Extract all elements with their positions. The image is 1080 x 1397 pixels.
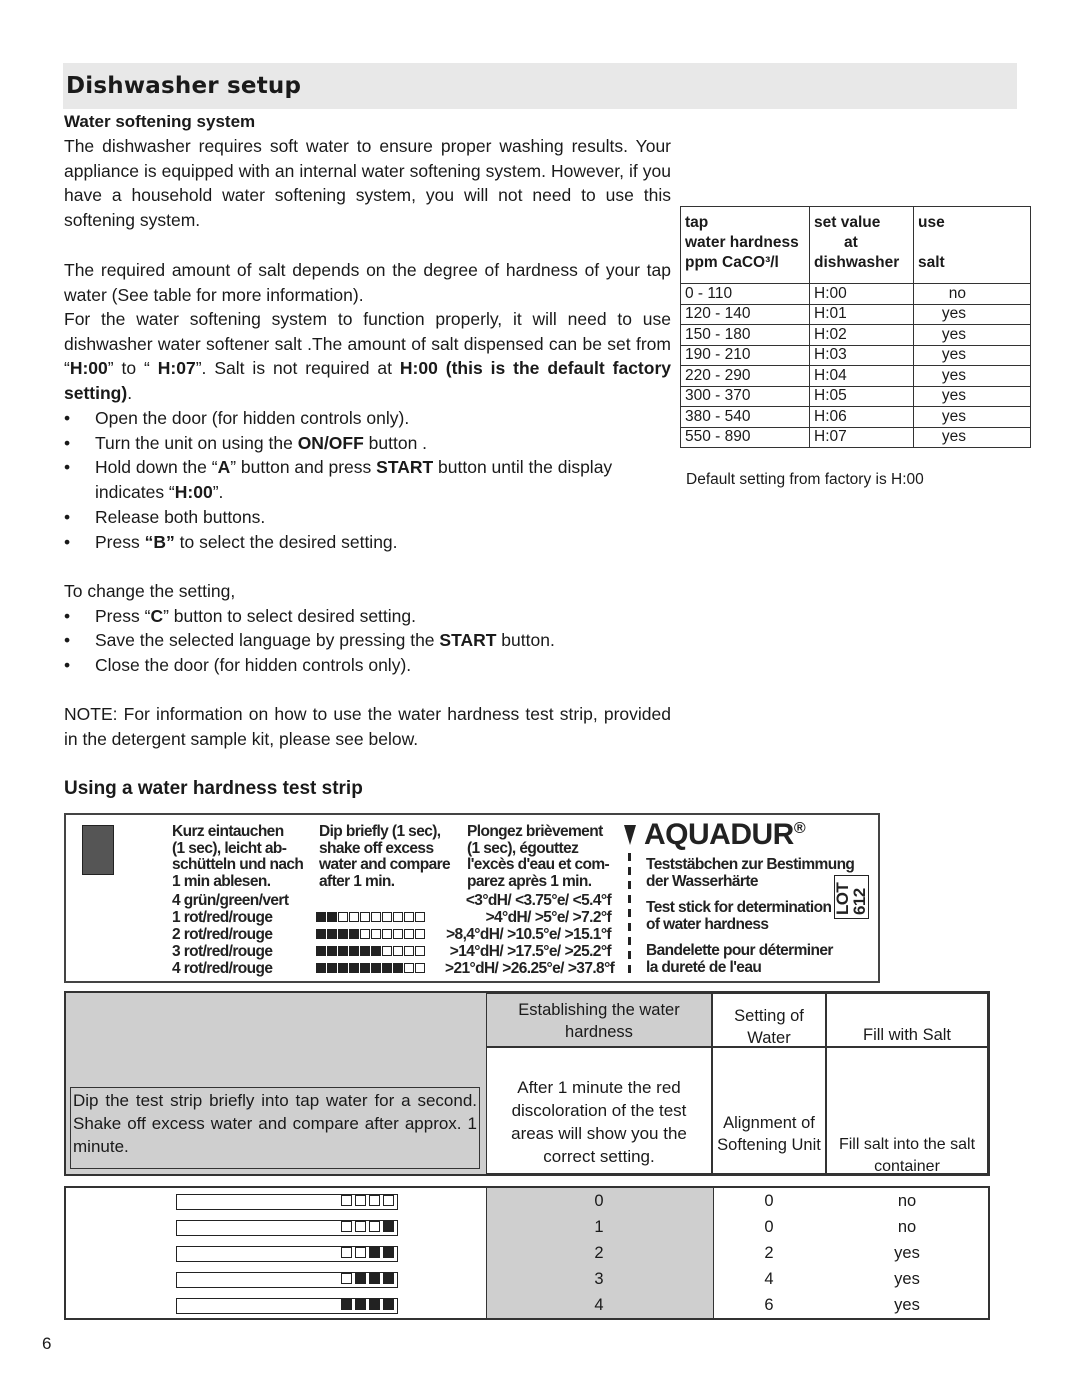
section-heading-test-strip: Using a water hardness test strip: [64, 778, 363, 799]
table-row: [681, 345, 1031, 366]
strip-level-values: >8,4°dH/ >10.5°e/ >15.1°f: [446, 926, 611, 943]
table-cell: yes: [914, 407, 1031, 428]
lot-number: LOT 612: [834, 875, 869, 919]
table-cell: no: [914, 284, 1031, 305]
strip-level-label: 4 grün/green/vert: [172, 892, 289, 909]
paragraph-intro: The dishwasher requires soft water to ensure proper washing results. Your appliance is equipped with an internal water softening system. However, if you have a household water softening system, you will not need to use this softening system.: [64, 136, 671, 231]
result-level: 0: [594, 1192, 604, 1210]
fill-salt-text: Fill salt into the salt container: [826, 1047, 988, 1174]
table-row: [681, 386, 1031, 407]
result-setting: 0: [764, 1218, 774, 1236]
strip-color-indicator: [176, 1246, 398, 1262]
header-setting: Setting of Water: [712, 993, 826, 1047]
default-setting-caption: Default setting from factory is H:00: [686, 471, 924, 488]
table-cell: H:07: [810, 427, 914, 448]
result-salt: no: [897, 1218, 917, 1236]
header-fill-salt: Fill with Salt: [826, 993, 988, 1047]
strip-level-values: >21°dH/ >26.25°e/ >37.8°f: [445, 960, 615, 977]
result-salt: yes: [894, 1296, 920, 1314]
table-cell: yes: [914, 427, 1031, 448]
strip-color-indicator: [176, 1220, 398, 1236]
establishing-text: After 1 minute the red discoloration of the test areas will show you the correct setting.: [486, 1047, 712, 1174]
table-cell: 190 - 210: [681, 345, 810, 366]
table-cell: H:00: [810, 284, 914, 305]
steps-table: [64, 991, 990, 1176]
strip-level-values: >14°dH/ >17.5°e/ >25.2°f: [449, 943, 611, 960]
table-row: [681, 427, 1031, 448]
table-cell: 0 - 110: [681, 284, 810, 305]
list-item: • Press “B” to select the desired setting.: [64, 532, 398, 552]
list-item: • Close the door (for hidden controls only).: [64, 655, 412, 675]
table-cell: H:03: [810, 345, 914, 366]
strip-brand-text: Teststäbchen zur Bestimmung der Wasserhärte Test stick for determination of water hardness Bandelette pour déterminer la dureté de l'eau: [646, 856, 855, 976]
table-cell: 120 - 140: [681, 304, 810, 325]
paragraph-salt: The required amount of salt depends on the degree of hardness of your tap water (See table for more information).: [64, 260, 671, 305]
table-cell: H:01: [810, 304, 914, 325]
table-cell: 220 - 290: [681, 366, 810, 387]
aquadur-brand: AQUADUR®: [644, 818, 806, 851]
result-salt: yes: [894, 1244, 920, 1262]
result-level: 3: [594, 1270, 604, 1288]
table-cell: H:05: [810, 386, 914, 407]
instruction-text: Dip the test strip briefly into tap water for a second. Shake off excess water and compare after approx. 1 minute.: [70, 1087, 480, 1169]
strip-level-label: 2 rot/red/rouge: [172, 926, 273, 943]
strip-level-squares: [316, 946, 426, 958]
table-cell: H:02: [810, 325, 914, 346]
list-item: • Release both buttons.: [64, 507, 266, 527]
strip-text-en: Dip briefly (1 sec), shake off excess water and compare after 1 min.: [319, 823, 451, 890]
strip-level-label: 3 rot/red/rouge: [172, 943, 273, 960]
result-table: [64, 1186, 990, 1320]
table-cell: 300 - 370: [681, 386, 810, 407]
table-cell: 550 - 890: [681, 427, 810, 448]
list-item: • Turn the unit on using the ON/OFF button .: [64, 433, 428, 453]
result-level: 4: [594, 1296, 604, 1314]
result-setting: 2: [764, 1244, 774, 1262]
strip-level-label: 4 rot/red/rouge: [172, 960, 273, 977]
table-cell: 380 - 540: [681, 407, 810, 428]
table-row: [681, 284, 1031, 305]
strip-swatch: [82, 825, 114, 875]
table-cell: yes: [914, 304, 1031, 325]
arrow-down-icon: [624, 825, 636, 845]
strip-level-squares: [316, 929, 426, 941]
strip-color-indicator: [176, 1194, 398, 1210]
strip-level-values: <3°dH/ <3.75°e/ <5.4°f: [465, 892, 611, 909]
section-heading-softening: Water softening system: [64, 112, 256, 131]
list-item: • Save the selected language by pressing the START button.: [64, 630, 555, 650]
result-setting: 6: [764, 1296, 774, 1314]
table-cell: yes: [914, 366, 1031, 387]
result-level: 1: [594, 1218, 604, 1236]
table-cell: H:04: [810, 366, 914, 387]
table-cell: 150 - 180: [681, 325, 810, 346]
hardness-table: [680, 206, 1031, 448]
strip-level-values: >4°dH/ >5°e/ >7.2°f: [485, 909, 611, 926]
test-strip-image: [64, 813, 880, 983]
table-row: [681, 407, 1031, 428]
strip-divider: [628, 853, 631, 977]
change-intro: To change the setting,: [64, 581, 236, 601]
result-salt: yes: [894, 1270, 920, 1288]
header-tap: tap water hardness ppm CaCO³/l: [681, 207, 810, 284]
table-cell: yes: [914, 386, 1031, 407]
setting-text: Alignment of Softening Unit: [712, 1047, 826, 1174]
table-cell: yes: [914, 325, 1031, 346]
page-title: Dishwasher setup: [66, 73, 302, 99]
strip-text-fr: Plongez brièvement (1 sec), égouttez l'excès d'eau et com- parez après 1 min.: [467, 823, 610, 890]
strip-level-squares: [316, 912, 426, 924]
header-establishing: Establishing the water hardness: [486, 993, 712, 1047]
strip-color-indicator: [176, 1272, 398, 1288]
strip-text-de: Kurz eintauchen (1 sec), leicht ab- schütteln und nach 1 min ablesen.: [172, 823, 304, 890]
page-number: 6: [42, 1334, 52, 1353]
list-item: • Press “C” button to select desired setting.: [64, 606, 416, 626]
result-setting: 4: [764, 1270, 774, 1288]
table-row: [681, 366, 1031, 387]
strip-color-indicator: [176, 1298, 398, 1314]
result-setting: 0: [764, 1192, 774, 1210]
header-set-value: set value at dishwasher: [810, 207, 914, 284]
table-row: [681, 304, 1031, 325]
result-salt: no: [897, 1192, 917, 1210]
header-use-salt: use salt: [914, 207, 1031, 284]
paragraph-salt-setting: For the water softening system to function properly, it will need to use dishwasher water softener salt .The amount of salt dispensed can be set from “H:00” to “ H:07”. Salt is not required at H:00 (this is the default factory setting).: [64, 309, 671, 404]
table-cell: yes: [914, 345, 1031, 366]
list-item: • Open the door (for hidden controls only).: [64, 408, 410, 428]
table-row: [681, 325, 1031, 346]
table-cell: H:06: [810, 407, 914, 428]
list-item: • Hold down the “A” button and press START button until the display indicates “H:00”.: [64, 457, 613, 502]
note: NOTE: For information on how to use the water hardness test strip, provided in the detergent sample kit, please see below.: [64, 704, 671, 749]
strip-level-squares: [316, 963, 426, 975]
strip-level-label: 1 rot/red/rouge: [172, 909, 273, 926]
result-level: 2: [594, 1244, 604, 1262]
